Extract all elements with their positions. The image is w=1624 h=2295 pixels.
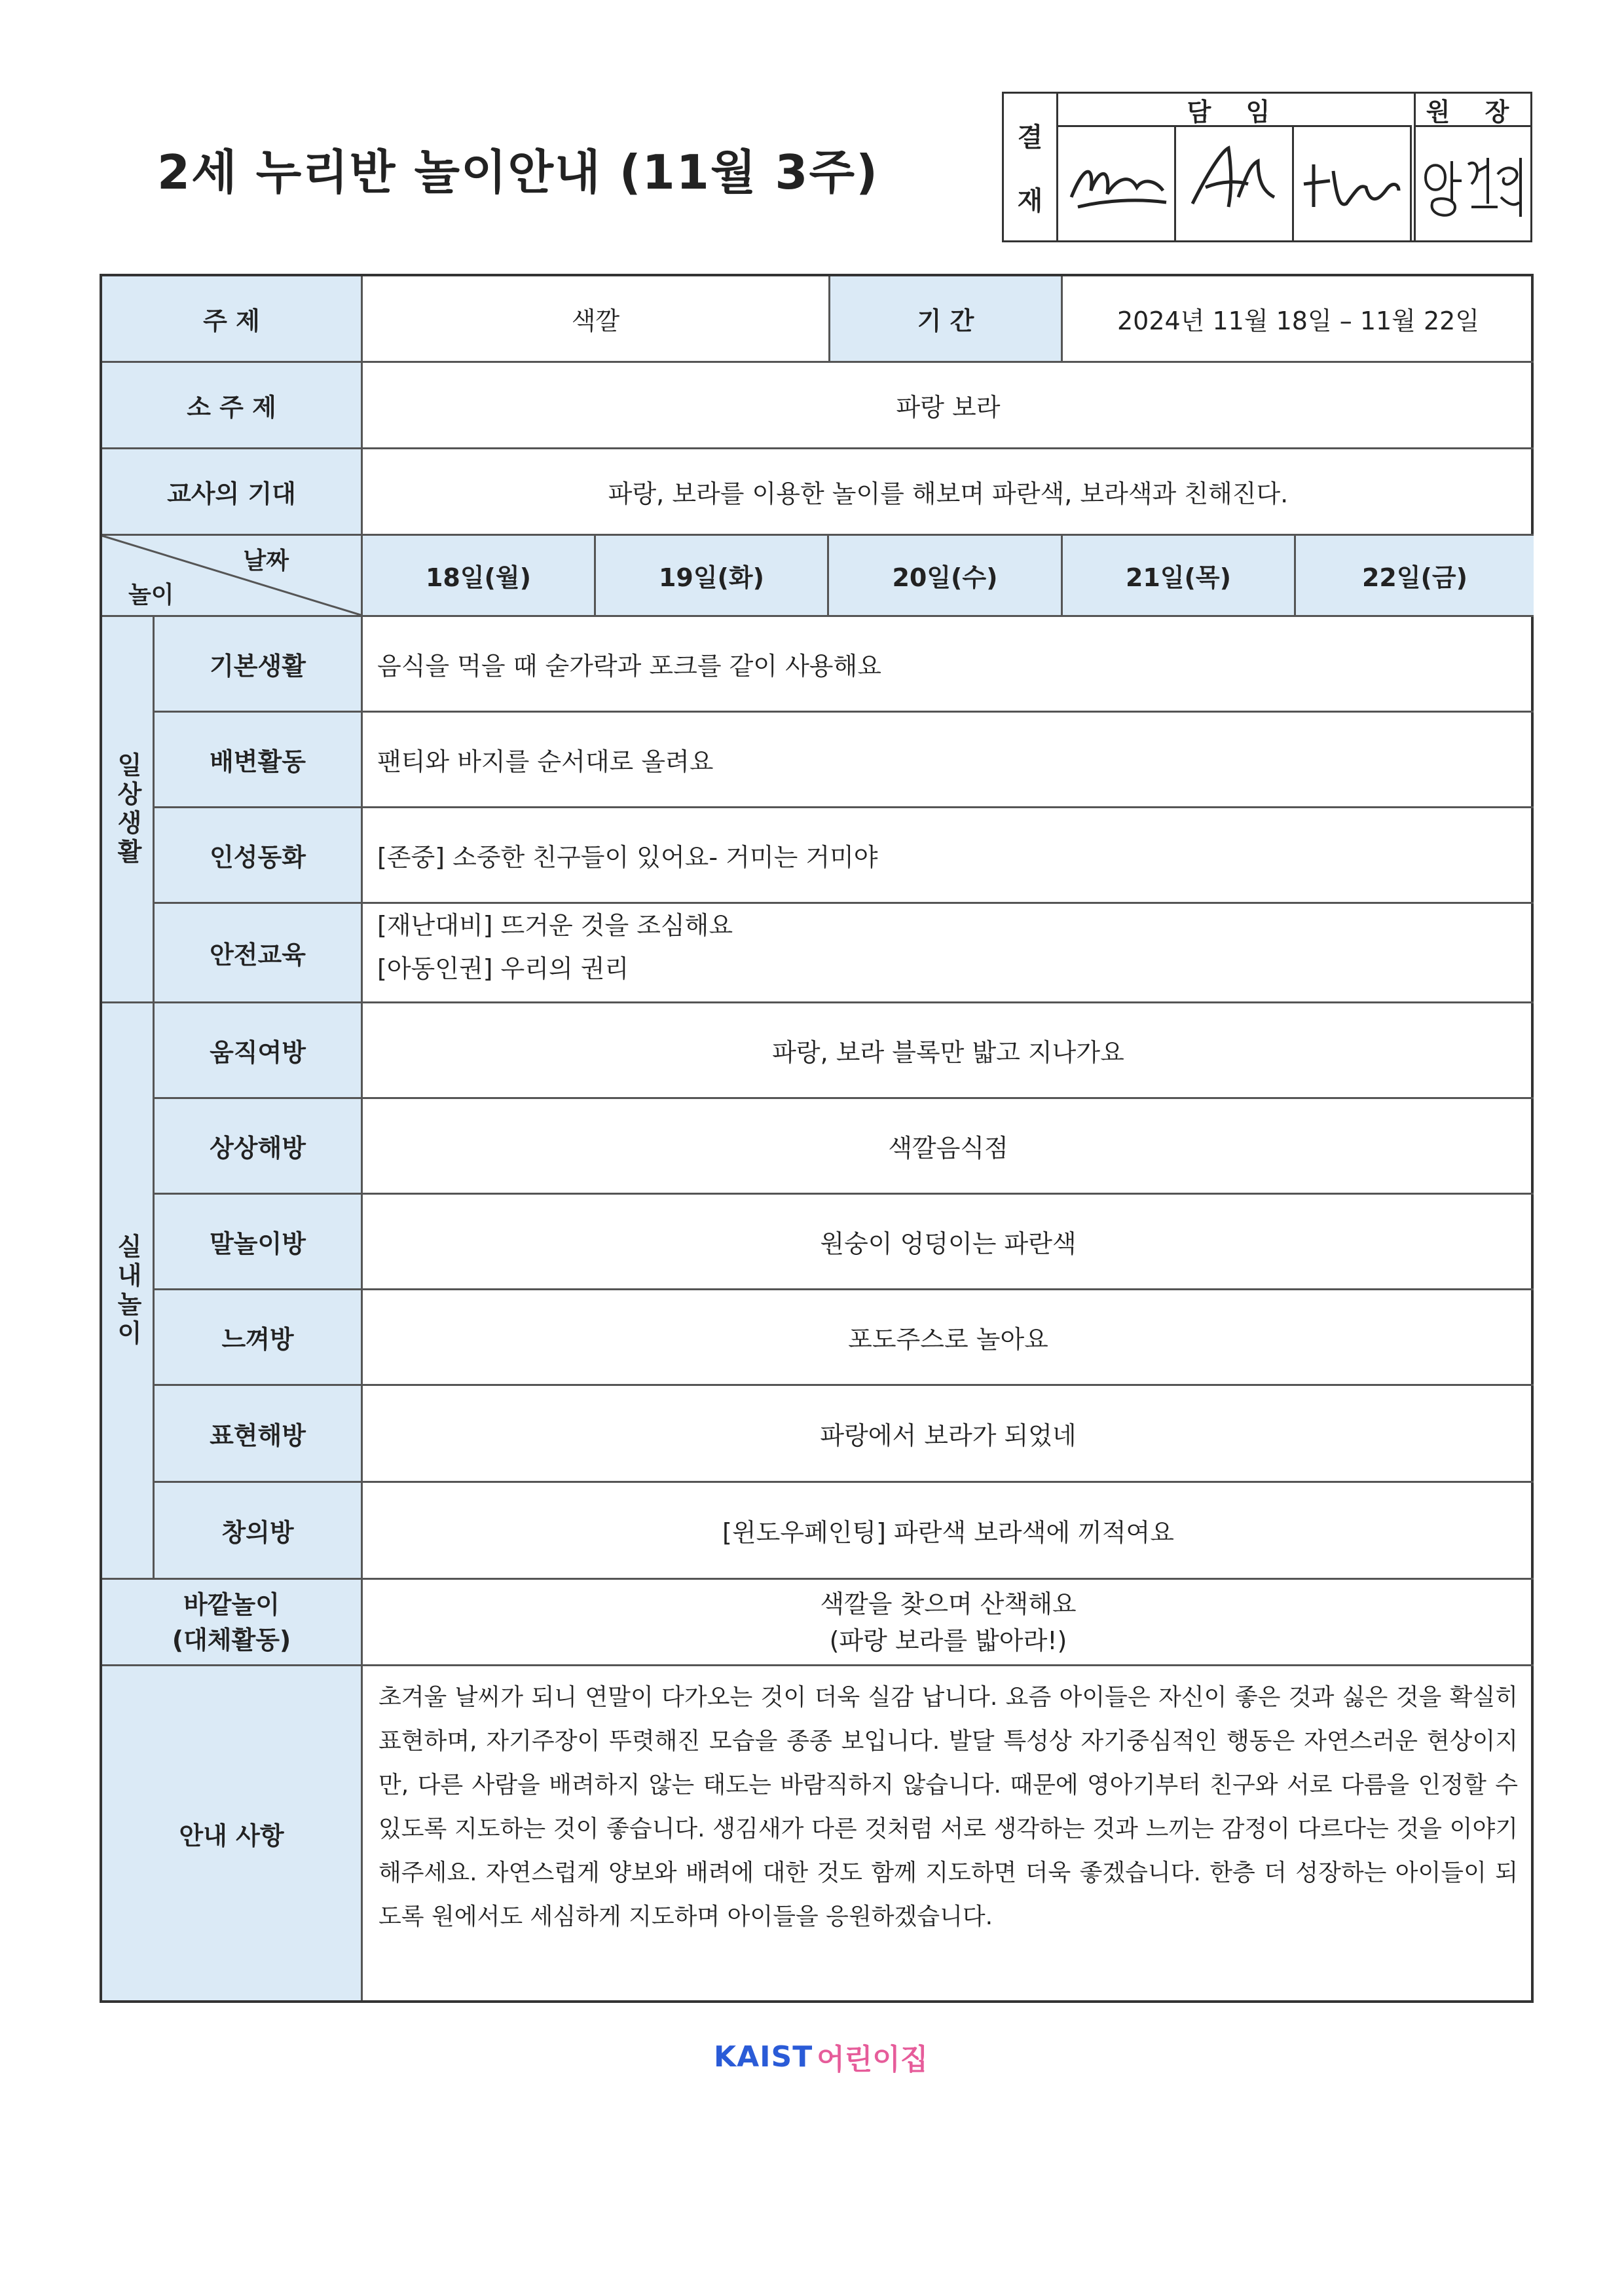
expectation-value: 파랑, 보라를 이용한 놀이를 해보며 파란색, 보라색과 친해진다. [363, 449, 1534, 536]
subtheme-value: 파랑 보라 [363, 363, 1534, 449]
play-guide-table [100, 274, 1534, 2003]
notice-text: 초겨울 날씨가 되니 연말이 다가오는 것이 더욱 실감 납니다. 요즘 아이들은 자신이 좋은 것과 싫은 것을 확실히 표현하며, 자기주장이 뚜렷해진 모습을 종종 보입니다. 발달 특성상 자기중심적인 행동은 자연스러운 현상이지만, 다른 사람을 배려하지 않는 태도는 바람직하지 않습니다. 때문에 영아기부터 친구와 서로 다름을 인정할 수 있도록 지도하는 것이 좋습니다. 생김새가 다른 것처럼 서로 생각하는 것과 느끼는 감정이 다르다는 것을 이야기해주세요. 자연스럽게 양보와 배려에 대한 것도 함께 지도하면 더욱 좋겠습니다. 한층 더 성장하는 아이들이 되도록 원에서도 세심하게 지도하며 아이들을 응원하겠습니다. [378, 1684, 1518, 1930]
theme-label: 주 제 [102, 276, 363, 363]
kaist-daycare-logo [714, 2036, 928, 2078]
play-label: 놀이 [128, 582, 174, 608]
word-play-room-value: 원숭이 엉덩이는 파란색 [363, 1195, 1534, 1290]
day-header-mon: 18일(월) [363, 536, 596, 617]
imagination-room-value: 색깔음식점 [363, 1099, 1534, 1195]
expression-room-value: 파랑에서 보라가 되었네 [363, 1386, 1534, 1483]
row-label-character-story: 인성동화 [155, 808, 363, 904]
approval-label: 결 재 [1004, 94, 1058, 240]
approval-box [1002, 92, 1532, 242]
toileting-value: 팬티와 바지를 순서대로 올려요 [363, 713, 1534, 808]
date-label: 날짜 [243, 548, 289, 574]
signature-icon [1294, 125, 1409, 236]
basic-life-value: 음식을 먹을 때 숟가락과 포크를 같이 사용해요 [363, 617, 1534, 713]
daily-life-label: 일상생활 [113, 751, 142, 867]
logo-name: 어린이집 [817, 2043, 929, 2076]
row-label-creativity-room: 창의방 [155, 1483, 363, 1580]
signature-teacher-2 [1176, 125, 1294, 240]
day-header-thu: 21일(목) [1063, 536, 1296, 617]
movement-room-value: 파랑, 보라 블록만 밟고 지나가요 [363, 1003, 1534, 1099]
signature-icon [1176, 125, 1291, 236]
character-story-value: [존중] 소중한 친구들이 있어요- 거미는 거미야 [363, 808, 1534, 904]
subtheme-label: 소 주 제 [102, 363, 363, 449]
row-label-safety: 안전교육 [155, 904, 363, 1003]
signature-director [1414, 125, 1530, 240]
safety-value [363, 904, 1534, 1003]
row-label-expression-room: 표현해방 [155, 1386, 363, 1483]
sensory-room-value: 포도주스로 놀아요 [363, 1290, 1534, 1386]
outdoor-label: 바깥놀이 (대체활동) [102, 1580, 363, 1666]
indoor-play-label: 실내놀이 [113, 1233, 142, 1349]
day-header-fri: 22일(금) [1296, 536, 1534, 617]
day-header-tue: 19일(화) [596, 536, 829, 617]
logo-brand: KAIST [714, 2040, 813, 2074]
date-play-corner [102, 536, 363, 617]
theme-value: 색깔 [363, 276, 830, 363]
row-label-word-play-room: 말놀이방 [155, 1195, 363, 1290]
row-label-movement-room: 움직여방 [155, 1003, 363, 1099]
row-label-sensory-room: 느껴방 [155, 1290, 363, 1386]
row-label-toileting: 배변활동 [155, 713, 363, 808]
signature-teacher-3 [1294, 125, 1412, 240]
indoor-play-group-label [102, 1003, 155, 1580]
signature-icon [1058, 125, 1173, 236]
director-signature-icon [1416, 125, 1530, 236]
day-header-wed: 20일(수) [829, 536, 1063, 617]
creativity-room-value: [윈도우페인팅] 파란색 보라색에 끼적여요 [363, 1483, 1534, 1580]
page-title: 2세 누리반 놀이안내 (11월 3주) [157, 145, 879, 200]
period-label: 기 간 [830, 276, 1063, 363]
outdoor-value: 색깔을 찾으며 산책해요 (파랑 보라를 밟아라!) [363, 1580, 1534, 1666]
director-header: 원 장 [1414, 94, 1532, 127]
row-label-basic-life: 기본생활 [155, 617, 363, 713]
expectation-label: 교사의 기대 [102, 449, 363, 536]
homeroom-header: 담 임 [1058, 94, 1412, 127]
period-value: 2024년 11월 18일 – 11월 22일 [1063, 276, 1534, 363]
signature-teacher-1 [1058, 125, 1176, 240]
daily-life-group-label [102, 617, 155, 1003]
safety-line-1: [재난대비] 뜨거운 것을 조심해요 [377, 911, 733, 940]
notice-label: 안내 사항 [102, 1666, 363, 2000]
safety-line-2: [아동인권] 우리의 권리 [377, 954, 629, 983]
row-label-imagination-room: 상상해방 [155, 1099, 363, 1195]
